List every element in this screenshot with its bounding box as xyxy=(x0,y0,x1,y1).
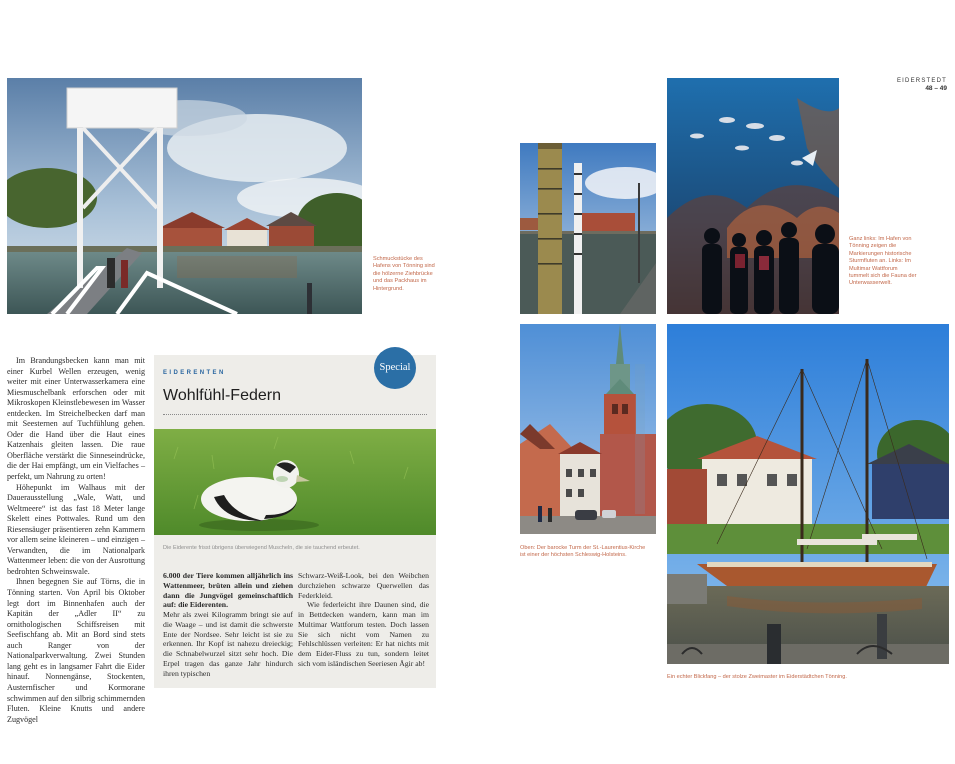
special-col2-p1: Schwarz-Weiß-Look, bei den Weibchen durchziehen schwarze Querwellen das Federkleid. xyxy=(298,571,429,600)
photo-two-master-ship xyxy=(667,324,949,664)
photo-harbour-drawbridge xyxy=(7,78,362,314)
special-lead: 6.000 der Tiere kommen alljährlich ins Wattenmeer, brüten allein und ziehen dann die Jungvögel gemeinschaftlich auf: die Eiderenten. xyxy=(163,571,293,610)
photo-flood-marker xyxy=(520,143,656,314)
main-text-column xyxy=(7,356,145,725)
special-column-1 xyxy=(163,571,293,678)
photo-aquarium xyxy=(667,78,839,314)
page-numbers: 48 – 49 xyxy=(925,85,947,92)
caption-church: Oben: Der barocke Turm der St.-Laurentius-Kirche ist einer der höchsten Schleswig-Holsteins. xyxy=(520,545,646,559)
main-paragraph-1: Im Brandungsbecken kann man mit einer Kurbel Wellen erzeugen, wenig weiter mit einer Unterwasserkamera eine Miesmuschelbank erforschen oder mit Mikroskopen Kleinstlebewesen im Wasser entdecken. Im Streichelbecken darf man mit Seesternen auf Tuchfühlung gehen. Oder die Hand über die Haut eines Katzenhais gleiten lassen. Die raue Oberfläche verstärkt die Sinneseindrücke, die der Hai empfängt, um ein Vielfaches – perfekt, um Nahrung zu orten! xyxy=(7,356,145,482)
running-head-section: EIDERSTEDT xyxy=(896,78,947,84)
photo-eider-duck xyxy=(154,429,436,535)
special-col1-text: Mehr als zwei Kilogramm bringt sie auf die Waage – und ist damit die schwerste Ente der Nordsee. Sehr leicht ist sie zu erkennen. Ihr Kopf ist nahezu dreieckig; die Schnabelwurzel sitzt sehr hoch. Die Erpel tragen das ganze Jahr hindurch ihren typischen xyxy=(163,610,293,678)
special-title: Wohlfühl-Federn xyxy=(163,387,281,404)
caption-eider-duck: Die Eiderente frisst übrigens überwiegend Muscheln, die sie tauchend erbeutet. xyxy=(163,545,360,551)
main-paragraph-3: Ihnen begegnen Sie auf Törns, die in Tönning starten. Von April bis Oktober legt dort im Binnenhafen auch der Kapitän der „Adler II“ zu ornithologischen Schiffsreisen mit Seefischfang ab. Mit an Bord sind stets auch Ranger von der Nationalparkverwaltung. Zwei Stunden lang geht es in langsamer Fahrt die Eider hinauf. Nonnengänse, Stockenten, Austernfischer und Kormorane schwimmen auf den silbrig schimmernden Fluten. Kleine Knutts und andere Zugvögel xyxy=(7,577,145,724)
main-paragraph-2: Höhepunkt im Walhaus mit der Dauerausstellung „Wale, Watt, und Weltmeere“ ist das fast 18 Meter lange Skelett eines Pottwales. Rund um den Riesensäuger präsentieren zehn Kammern vor allem seine kleineren – und einzigen – Verwandten, die im Nationalpark Wattenmeer leben: die von der Ausrottung bedrohten Schweinswale. xyxy=(7,482,145,576)
caption-harbour: Schmuckstücke des Hafens von Tönning sind die hölzerne Ziehbrücke und das Packhaus im Hintergrund. xyxy=(373,256,435,292)
special-kicker: EIDERENTEN xyxy=(163,370,226,376)
special-badge: Special xyxy=(374,347,416,389)
dotted-divider xyxy=(163,414,427,415)
special-col2-p2: Wie federleicht ihre Daunen sind, die in Bettdecken wandern, kann man im Multimar Wattforum testen. Doch lassen Sie sich nicht vom Namen zu Fehlschlüssen verleiten: Er hat nichts mit dem Eider-Fluss zu tun, sondern leitet sich vom isländischen Seeriesen Ägir ab! xyxy=(298,600,429,668)
caption-ship: Ein echter Blickfang – der stolze Zweimaster im Eiderstädtchen Tönning. xyxy=(667,674,847,680)
running-head xyxy=(897,78,947,93)
special-box-eiderenten xyxy=(154,355,436,688)
special-column-2 xyxy=(298,571,429,669)
caption-aquarium: Ganz links: Im Hafen von Tönning zeigen die Markierungen historische Sturmfluten an. Links: Im Multimar Wattforum tummelt sich die Fauna der Unterwasserwelt. xyxy=(849,236,917,287)
photo-church-tower xyxy=(520,324,656,534)
